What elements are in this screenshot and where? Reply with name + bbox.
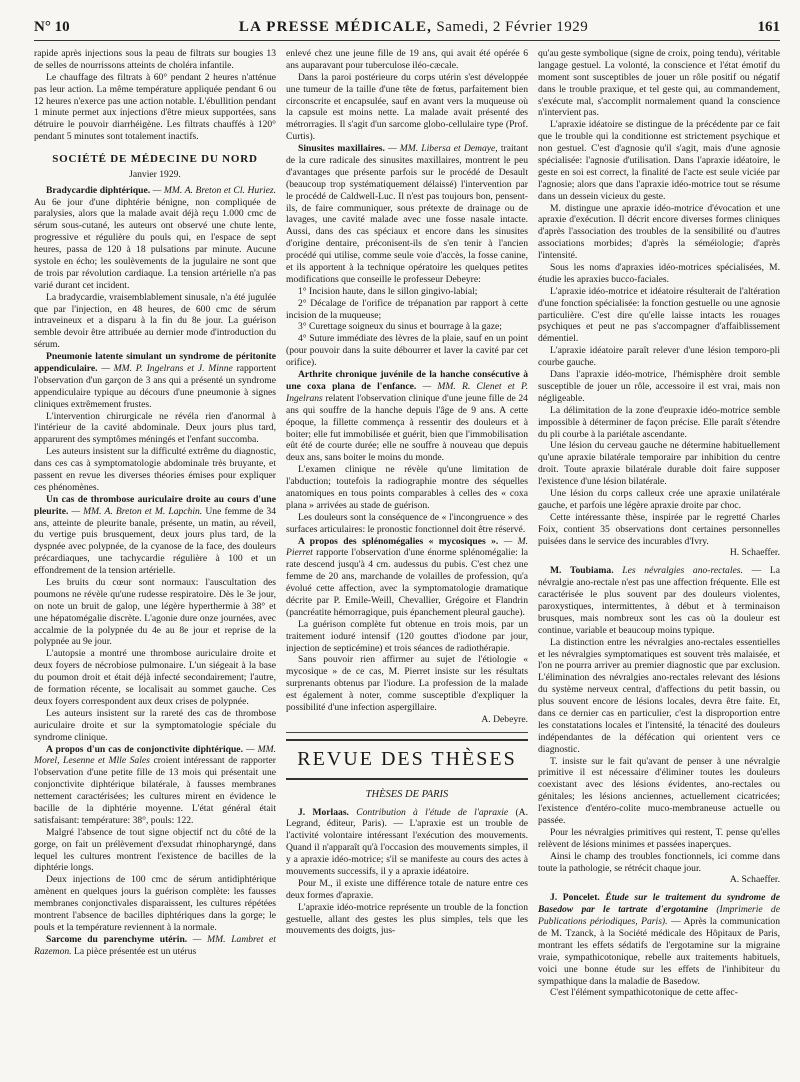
article-splenomegalies [286, 536, 528, 619]
paragraph: L'autopsie a montré une thrombose auriculaire droite et deux foyers de nécrobiose pulmonaire. L'un siégeait à la base du poumon droit et était déjà infecté secondairement; l'autre, de formation récente, se localisait au sommet gauche. Ces deux foyers correspondent aux deux crises de polypnée. [34, 648, 276, 707]
thesis-publisher: (Imprimerie de Publications périodiques, Paris). [538, 904, 780, 928]
article-text: Une femme de 34 ans, atteinte de pleurite banale, présente, un matin, au réveil, du vertige puis brusquement, deux jours plus tard, de la dyspnée avec polypnée, de la cyanose de la face, des douleurs précardiaques, une tachycardie régulière à 100 et un effondrement de la tension artérielle. [34, 505, 276, 577]
article-authors: — MM. R. Clenet et P. Ingelrans [286, 380, 528, 404]
article-text: rapporte l'observation d'une énorme splénomégalie: la rate descend jusqu'à 4 cm. audessus du pubis. C'est chez une femme de 20 ans, marchande de volailles de profession, qu'a évolué cette affection, avec la symptomatologie dramatique décrite par P. Emile-Weill, Chevallier, Grégoire et Flandrin (pancréatite hémorragique, puis épanchement pleural gauche). [286, 547, 528, 618]
paragraph: Les auteurs insistent sur la rareté des cas de thrombose auriculaire droite et sur la symptomatologie spéciale du syndrome clinique. [34, 707, 276, 743]
paragraph: Dans la paroi postérieure du corps utérin s'est développée une tumeur de la taille d'une tête de fœtus, parfaitement bien circonscrite et encapsulée, sauf en avant vers la muqueuse où la capsule est moins nette. La malade avait présenté des métrorragies. Il s'agit d'un sarcome globo-cellulaire type (Prof. Curtis). [286, 71, 528, 143]
thesis-publisher: (A. Legrand, éditeur, Paris). [286, 806, 528, 830]
paragraph: C'est l'élément sympathicotonique de cette affec- [550, 987, 738, 999]
paragraph: Les auteurs insistent sur la difficulté extrême du diagnostic, dans ces cas à symptomatologie abdominale très bruyante, et passent en revue les diverses théories émises pour expliquer ces phénomènes. [34, 446, 276, 493]
thesis-title: Contribution à l'étude de l'apraxie [356, 806, 509, 818]
thesis-toubiama [538, 565, 780, 636]
page-number: 161 [757, 18, 780, 35]
paragraph: rapide après injections sous la peau de filtrats sur bougies 13 de selles de nourrissons atteints de choléra infantile. [34, 48, 276, 71]
running-title [239, 19, 588, 36]
paragraph: L'apraxie idéo-motrice représente un trouble de la fonction gestuelle, allant des gestes les plus simples, tels que les mouvements des doigts, jus- [286, 901, 528, 937]
article-text: relatent l'observation clinique d'une jeune fille de 24 ans qui souffre de la hanche depuis l'âge de 9 ans. A cette époque, la fillette commença à ressentir des douleurs et à boiter; elle fut immobilisée et guérit, bien que l'immobilisation eût été de courte durée; elle ne souffre à nouveau que depuis deux ans, sans boiter le moins du monde. [286, 392, 528, 464]
thesis-title: Les névralgies ano-rectales. [622, 565, 743, 577]
society-heading: SOCIÉTÉ DE MÉDECINE DU NORD [52, 153, 258, 166]
article-text: La pièce présentée est un utérus [73, 945, 197, 957]
article-text: rapportent l'observation d'un garçon de 3 ans qui a présenté un syndrome appendiculaire typique au décours d'une pneumonie à signes cliniques extrêmement frustes. [34, 363, 276, 410]
thesis-author: J. Poncelet. [550, 892, 600, 904]
column-2 [286, 48, 528, 1076]
paragraph: Les bruits du cœur sont normaux: l'auscultation des poumons ne révèle qu'une rudesse respiratoire. Dès le 3e jour, on note un bruit de galop, une légère hyperthermie à 38° et une hépatomégalie discrète. L'agonie dure onze journées, avec accalmie de la polypnée du 4e au 8e jour et reprise de la polypnée au 9e jour. [34, 577, 276, 648]
article-authors: — MM. Morel, Lesenne et Mlle Sales [34, 743, 276, 767]
article-text: Au 6e jour d'une diphtérie bénigne, non compliquée de paralysies, alors que la malade avait déjà reçu 1.000 cmc de sérum sous-cutané, les auteurs ont observé une chute lente, progressive et régulière du pouls qui, en l'espace de sept heures, passa de 120 à 18 pulsations par minute. Aucune systole en écho; les soulèvements de la jugulaire ne sont que de trois par révolution cardiaque. La tension artérielle n'a pas varié durant cet incident. [34, 196, 276, 291]
society-date: Janvier 1929. [129, 168, 181, 180]
article-authors: — MM. A. Breton et Cl. Huriez. [152, 184, 276, 196]
paragraph: T. insiste sur le fait qu'avant de penser à une névralgie primitive il est nécessaire d'éliminer toutes les douleurs coexistant avec des lésions évidentes, ano-rectales ou génitales; les lésions anciennes, actuellement cicatricées; l'existence d'entéro-colite muco-membraneuse actuelle ou passée. [538, 755, 780, 826]
paragraph: Sans pouvoir rien affirmer au sujet de l'étiologie « mycosique » de ce cas, M. Pierret insiste sur les résultats surprenants obtenus par l'iodure. La profession de la malade est également à noter, comme susceptible d'expliquer la possibilité d'une infection aspergillaire. [286, 654, 528, 713]
article-arthrite [286, 369, 528, 464]
list-item: 2° Décalage de l'orifice de trépanation par rapport à cette incision de la muqueuse; [286, 297, 528, 321]
thesis-morlaas [286, 807, 528, 878]
paragraph: Deux injections de 100 cmc de sérum antidiphtérique amènent en quelques jours la guérison complète: les fausses membranes conjonctivales disparaissent, les cultures répétées montrent l'absence de bacilles diphtériques dans la gorge; le pouls et la température reviennent à la normale. [34, 874, 276, 933]
paragraph: Malgré l'absence de tout signe objectif nct du côté de la gorge, on fait un prélèvement d'exsudat rhinopharyngé, dans lequel les cultures montrent l'existence de bacilles de la diphtérie longs. [34, 826, 276, 874]
paragraph: L'intervention chirurgicale ne révéla rien d'anormal à l'intérieur de la cavité abdominale. Deux jours plus tard, apparurent des symptômes méningés et l'enfant succomba. [34, 410, 276, 446]
paragraph: Ainsi le champ des troubles fonctionnels, ici comme dans toute la pathologie, se rétrécit chaque jour. [538, 850, 780, 874]
article-title: A propos des splénomégalies « mycosiques ». [298, 535, 499, 547]
article-authors: — MM. Libersa et Demaye, [388, 143, 498, 155]
list-item: 3° Curettage soigneux du sinus et bourrage à la gaze; [298, 321, 502, 333]
article-text: croient intéressant de rapporter l'observation d'une petite fille de 13 mois qui présentait une conjonctivite diphtérique bilatérale, à fausses membranes nettement caractérisées; les cultures mirent en évidence le bacille de la diphtérie moyenne. L'état général était satisfaisant: température: 38°, pouls: 122. [34, 755, 276, 826]
article-text: traitant de la cure radicale des sinusites maxillaires, montrent le peu d'avantages que présente parfois sur le procédé de Desault (beaucoup trop systématiquement délaissé) l'intervention par le procédé de Caldwell-Luc. Il n'est pas toujours bon, pensent-ils, de faire communiquer, sous prétexte de drainage ou de lavages, une cavité malade avec une fosse nasale intacte. Aussi, dans des cas spéciaux et encore dans les sinusites d'origine dentaire, préconisent-ils de s'en tenir à l'ancien procédé qui utilise, comme seule voie d'accès, la fosse canine, et ils apportent à la technique opératoire les quelques petites modifications que conseille le professeur Debeyre: [286, 143, 528, 285]
text-columns [34, 48, 780, 1076]
paragraph: enlevé chez une jeune fille de 19 ans, qui avait été opérée 6 ans auparavant pour tuberculose iléo-cæcale. [286, 48, 528, 71]
issue-number: N° 10 [34, 18, 70, 35]
paragraph: La guérison complète fut obtenue en trois mois, par un traitement ioduré intensif (120 gouttes d'iodone par jour, injection de septicémine) et trois séances de radiothérapie. [286, 618, 528, 654]
list-item: 4° Suture immédiate des lèvres de la plaie, sauf en un point (pour pouvoir dans la suite débourrer et laver la cavité par cet orifice). [286, 333, 528, 369]
article-title: Sarcome du parenchyme utérin. [46, 933, 188, 945]
thesis-poncelet [538, 892, 780, 987]
article-sarcome [34, 934, 276, 958]
page-header [34, 14, 780, 41]
article-authors: — M. Pierret [286, 535, 528, 559]
paragraph: Une lésion du cerveau gauche ne détermine habituellement qu'une apraxie bilatérale temporaire par inhibition du centre droit. Toute apraxie bilatérale durable doit faire supposer l'existence d'une lésion bilatérale. [538, 440, 780, 488]
paragraph: Dans l'apraxie idéo-motrice, l'hémisphère droit semble susceptible de jouer un rôle, accessoire il est vrai, mais non négligeable. [538, 369, 780, 404]
signature: A. Debeyre. [481, 713, 528, 725]
article-bradycardie [34, 185, 276, 292]
thesis-title: Étude sur le traitement du syndrome de Basedow par le tartrate d'ergotamine [538, 892, 780, 916]
paragraph: Pour M., il existe une différence totale de nature entre ces deux formes d'apraxie. [286, 877, 528, 901]
paragraph: Le chauffage des filtrats à 60° pendant 2 heures n'atténue pas leur action. La même température appliquée pendant 6 ou 12 heures n'exerce pas une action notable. L'ébullition pendant 1 minute permet aux injections d'être mieux supportées, sans détruire le pouvoir diarrhéigène. Les filtrats chauffés à 120° pendant 5 minutes sont totalement inactifs. [34, 71, 276, 143]
thesis-author: M. Toubiama. [550, 565, 614, 577]
article-pneumonie [34, 351, 276, 410]
paragraph: L'apraxie idéo-motrice et idéatoire résulterait de l'altération d'une fonction spécialisée: la fonction gestuelle ou une agnosie particulière. C'est dire qu'elle laisse intacts les rouages psychiques et peut ne pas s'accompagner d'affaiblissement démentiel. [538, 285, 780, 345]
article-title: A propos d'un cas de conjonctivite diphtérique. [46, 743, 243, 755]
section-heading-revue: REVUE DES THÈSES [297, 747, 517, 770]
article-title: Bradycardie diphtérique. [46, 184, 151, 196]
divider [286, 739, 528, 741]
paragraph: L'examen clinique ne révèle qu'une limitation de l'abduction; toutefois la radiographie montre des séquelles anatomiques en tous points comparables à celles des « coxa plana » arrivées au stade de guérison. [286, 464, 528, 511]
article-title: Un cas de thrombose auriculaire droite au cours d'une pleurite. [34, 493, 276, 517]
article-conjonctivite [34, 744, 276, 827]
list-item: 1° Incision haute, dans le sillon gingivo-labial; [298, 285, 478, 297]
paragraph: La bradycardie, vraisemblablement sinusale, n'a été jugulée que par l'injection, en 48 heures, de 600 cmc de sérum intraveineux et a disparu à la fin du 8e jour. La guérison semble devoir être attribuée au dernier mode d'introduction du sérum. [34, 291, 276, 351]
signature: A. Schaeffer. [729, 874, 780, 886]
paragraph: Une lésion du corps calleux crée une apraxie unilatérale gauche, et parfois une légère apraxie droite par choc. [538, 487, 780, 511]
divider [286, 778, 528, 780]
paragraph: Sous les noms d'apraxies idéo-motrices spécialisées, M. étudie les apraxies bucco-faciales. [538, 262, 780, 285]
signature: H. Schaeffer. [729, 547, 780, 559]
article-title: Sinusites maxillaires. [298, 143, 385, 155]
article-sinusites [286, 143, 528, 286]
article-authors: — MM. A. Breton et M. Lapchin. [71, 505, 203, 517]
column-1 [34, 48, 276, 1076]
paragraph: La délimitation de la zone d'eupraxie idéo-motrice semble impossible à déterminer de façon précise. Elle paraît s'étendre du pli courbe à la pariétale ascendante. [538, 404, 780, 440]
column-3 [538, 48, 780, 1076]
subsection-heading: THÈSES DE PARIS [365, 788, 449, 800]
journal-name: LA PRESSE MÉDICALE, [238, 18, 433, 35]
issue-date: Samedi, 2 Février 1929 [436, 18, 589, 35]
paragraph: L'apraxie idéatoire paraît relever d'une lésion temporo-pli courbe gauche. [538, 345, 780, 369]
divider [286, 732, 528, 733]
paragraph: L'apraxie idéatoire se distingue de la précédente par ce fait que le trouble qui la conditionne est strictement psychique et non gestuel. C'est d'agnosie qu'il s'agit, mais d'une agnosie spécialisée: l'agnosie d'utilisation. Dans l'apraxie idéatoire, le geste en soi est correct, la finalité de l'acte est seule viciée par l'agnosie; alors que dans l'apraxie idéo-motrice tout se résume dans un dessein vicieux du geste. [538, 119, 780, 202]
thesis-text: — Après la communication de M. Tzanck, à la Société médicale des Hôpitaux de Paris, montrant les effets sédatifs de l'ergotamine sur la migraine vraie, sympathicotonique, rebelle aux traitements habituels, voici une bonne étude sur les effets de l'inhibiteur du sympathique dans la maladie de Basedow. [538, 916, 780, 987]
paragraph: M. distingue une apraxie idéo-motrice d'évocation et une apraxie d'exécution. Il décrit encore diverses formes cliniques d'après l'association des troubles de la sensibilité ou d'autres associations morbides; d'après la séméiologie; d'après l'intensité. [538, 202, 780, 262]
article-title: Pneumonie latente simulant un syndrome de péritonite appendiculaire. [34, 351, 276, 374]
paragraph: Les douleurs sont la conséquence de « l'incongruence » des surfaces articulaires: le pronostic fonctionnel doit être réservé. [286, 511, 528, 535]
paragraph: qu'au geste symbolique (signe de croix, poing tendu), véritable langage gestuel. La volonté, la conscience et l'état émotif du moment sont susceptibles de jouer un rôle positif ou négatif dans le trouble praxique, et tel geste qui, au commandement, s'exécute mal, s'accomplit normalement quand la conscience n'intervient pas. [538, 48, 780, 119]
thesis-text: — L'apraxie est un trouble de l'activité volontaire intéressant l'exécution des mouvements. Quand il n'apparaît qu'à l'occasion des mouvements simples, il y a apraxie idéo-motrice; s'il se manifeste au cours des actes à mouvements successifs, il y a apraxie idéatoire. [286, 818, 528, 878]
article-authors: — MM. P. Ingelrans et J. Minne [101, 363, 233, 374]
article-title: Arthrite chronique juvénile de la hanche consécutive à une coxa plana de l'enfance. [286, 369, 528, 392]
thesis-author: J. Morlaas. [298, 806, 349, 818]
article-authors: — MM. Lambret et Razemon. [34, 933, 276, 957]
paragraph: La distinction entre les névralgies ano-rectales essentielles et les névralgies symptomatiques est souvent très malaisée, et l'on ne pourra arriver au premier diagnostic que par exclusion. L'élimination des névralgies ano-rectales relevant des lésions du système nerveux central, d'affections du petit bassin, ou plus souvent encore de lésions locales, devra être faite. Et, dans ce dernier cas en particulier, c'est la disproportion entre les constatations locales et l'intensité, la ténacité des douleurs indépendantes de la défécation qui orientent vers ce diagnostic. [538, 636, 780, 755]
thesis-text: — La névralgie ano-rectale n'est pas une affection fréquente. Elle est caractérisée le plus souvent par des douleurs violentes, paroxystiques, intermittentes, à début et à terminaison brusques, mais nombreux sont les cas où la douleur est continue, variable et beaucoup moins typique. [538, 565, 780, 636]
paragraph: Pour les névralgies primitives qui restent, T. pense qu'elles relèvent de lésions minimes et passées inaperçues. [538, 826, 780, 850]
paragraph: Cette intéressante thèse, inspirée par le regretté Charles Foix, contient 35 observations dont certaines personnelles puisées dans le service des incurables d'Ivry. [538, 511, 780, 547]
article-thrombose [34, 494, 276, 577]
